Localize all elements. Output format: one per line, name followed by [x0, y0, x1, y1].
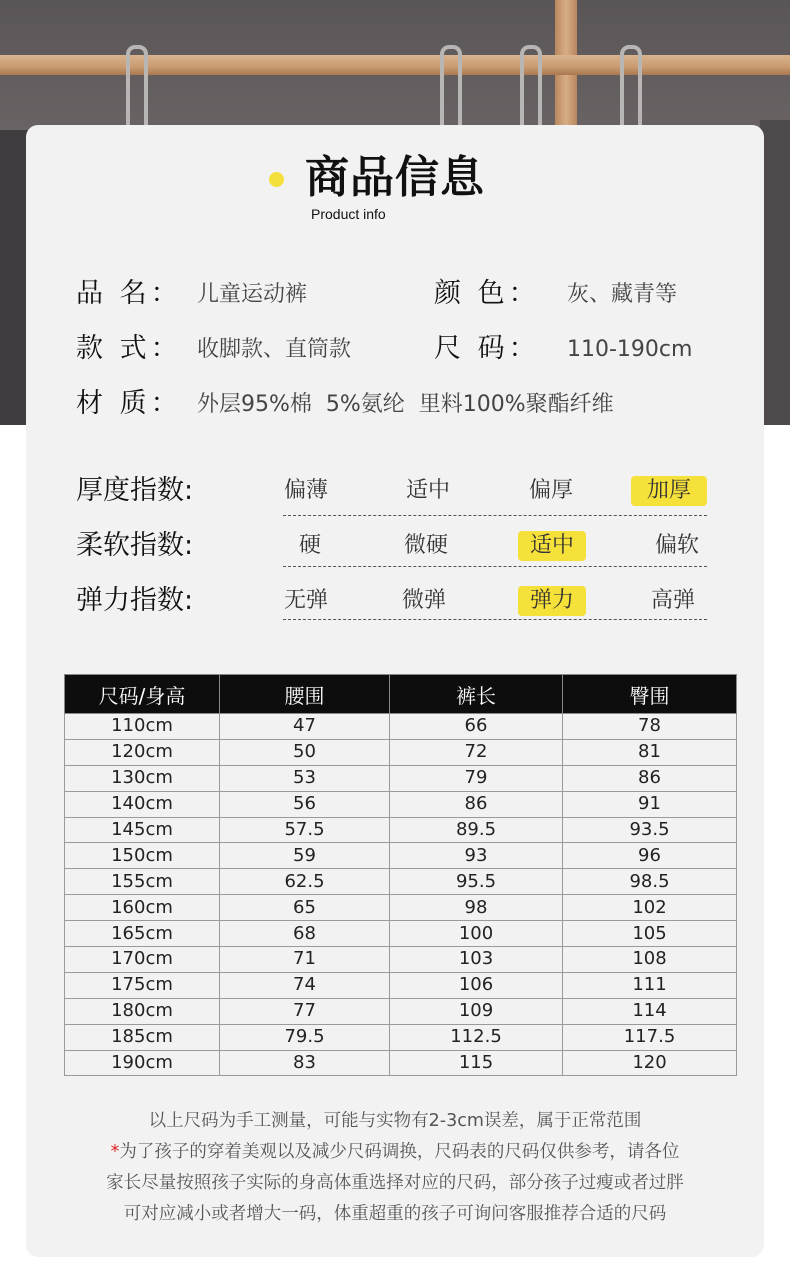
note-text: 为了孩子的穿着美观以及减少尺码调换，尺码表的尺码仅供参考，请各位: [119, 1142, 680, 1162]
table-row: [65, 921, 737, 947]
table-cell: 74: [220, 972, 390, 998]
table-row: [65, 972, 737, 998]
table-cell: 120cm: [65, 739, 220, 765]
page-subtitle: Product info: [311, 206, 386, 222]
table-cell: 98: [390, 895, 563, 921]
table-cell: 108: [563, 947, 737, 973]
table-cell: 86: [390, 791, 563, 817]
table-header-cell: 裤长: [390, 675, 563, 714]
table-cell: 100: [390, 921, 563, 947]
table-header-row: [65, 675, 737, 714]
index-option: 偏软: [654, 533, 699, 558]
table-cell: 114: [563, 998, 737, 1024]
table-cell: 130cm: [65, 765, 220, 791]
index-option: 无弹: [283, 588, 328, 613]
table-cell: 57.5: [220, 817, 390, 843]
table-cell: 112.5: [390, 1024, 563, 1050]
table-header-cell: 臀围: [563, 675, 737, 714]
info-value-material: 外层95%棉 5%氨纶 里料100%聚酯纤维: [197, 392, 614, 417]
table-cell: 62.5: [220, 869, 390, 895]
index-divider: [283, 566, 707, 567]
info-label-style: 款 式：: [76, 333, 182, 364]
table-cell: 79.5: [220, 1024, 390, 1050]
table-cell: 98.5: [563, 869, 737, 895]
clothes-rail: [0, 55, 790, 75]
hanger-hook: [520, 45, 542, 129]
hanger-hook: [620, 45, 642, 129]
index-divider: [283, 515, 707, 516]
table-cell: 71: [220, 947, 390, 973]
index-divider: [283, 619, 707, 620]
table-cell: 78: [563, 714, 737, 740]
table-row: [65, 895, 737, 921]
table-cell: 93.5: [563, 817, 737, 843]
index-option-selected: 加厚: [631, 476, 707, 506]
table-cell: 81: [563, 739, 737, 765]
table-row: [65, 1050, 737, 1076]
note-line: 可对应减小或者增大一码，体重超重的孩子可询问客服推荐合适的尺码: [123, 1204, 667, 1224]
hanger-hook: [440, 45, 462, 129]
table-cell: 190cm: [65, 1050, 220, 1076]
table-cell: 180cm: [65, 998, 220, 1024]
table-cell: 109: [390, 998, 563, 1024]
table-cell: 95.5: [390, 869, 563, 895]
table-cell: 165cm: [65, 921, 220, 947]
table-cell: 50: [220, 739, 390, 765]
asterisk-mark: *: [110, 1142, 120, 1162]
table-cell: 66: [390, 714, 563, 740]
index-option: 高弹: [650, 588, 695, 613]
table-cell: 86: [563, 765, 737, 791]
note-line: 家长尽量按照孩子实际的身高体重选择对应的尺码，部分孩子过瘦或者过胖: [106, 1173, 684, 1193]
table-cell: 47: [220, 714, 390, 740]
table-cell: 106: [390, 972, 563, 998]
table-row: [65, 947, 737, 973]
table-cell: 91: [563, 791, 737, 817]
table-cell: 160cm: [65, 895, 220, 921]
index-label-softness: 柔软指数:: [76, 530, 194, 561]
table-cell: 89.5: [390, 817, 563, 843]
table-cell: 68: [220, 921, 390, 947]
table-cell: 170cm: [65, 947, 220, 973]
table-cell: 83: [220, 1050, 390, 1076]
table-header-cell: 腰围: [220, 675, 390, 714]
table-row: [65, 765, 737, 791]
table-row: [65, 843, 737, 869]
hanging-garment: [760, 120, 790, 425]
table-cell: 56: [220, 791, 390, 817]
table-cell: 105: [563, 921, 737, 947]
table-cell: 185cm: [65, 1024, 220, 1050]
table-cell: 102: [563, 895, 737, 921]
title-dot-icon: [269, 172, 284, 187]
info-value-style: 收脚款、直筒款: [197, 337, 352, 362]
table-cell: 120: [563, 1050, 737, 1076]
index-option: 硬: [298, 533, 321, 558]
info-value-color: 灰、藏青等: [567, 282, 678, 307]
table-row: [65, 739, 737, 765]
index-option-selected: 适中: [518, 531, 586, 561]
info-value-size: 110-190cm: [567, 337, 693, 362]
hanging-garment: [0, 130, 28, 425]
table-row: [65, 791, 737, 817]
table-cell: 175cm: [65, 972, 220, 998]
table-cell: 140cm: [65, 791, 220, 817]
table-header-cell: 尺码/身高: [65, 675, 220, 714]
page-title: 商品信息: [305, 152, 485, 203]
table-row: [65, 817, 737, 843]
index-option: 适中: [405, 478, 450, 503]
table-cell: 117.5: [563, 1024, 737, 1050]
table-cell: 155cm: [65, 869, 220, 895]
index-option: 微硬: [403, 533, 448, 558]
table-cell: 115: [390, 1050, 563, 1076]
table-cell: 150cm: [65, 843, 220, 869]
table-row: [65, 1024, 737, 1050]
table-cell: 103: [390, 947, 563, 973]
index-label-thickness: 厚度指数:: [76, 475, 194, 506]
info-label-color: 颜 色：: [434, 278, 540, 309]
index-option: 偏薄: [283, 478, 328, 503]
note-line: [30, 1137, 760, 1167]
info-label-name: 品 名：: [76, 278, 182, 309]
table-cell: 145cm: [65, 817, 220, 843]
info-label-material: 材 质：: [76, 388, 182, 419]
table-cell: 93: [390, 843, 563, 869]
info-value-name: 儿童运动裤: [197, 282, 308, 307]
note-line: 以上尺码为手工测量，可能与实物有2-3cm误差，属于正常范围: [148, 1111, 642, 1131]
index-option: 微弹: [401, 588, 446, 613]
table-cell: 65: [220, 895, 390, 921]
table-row: [65, 869, 737, 895]
table-cell: 72: [390, 739, 563, 765]
info-label-size: 尺 码：: [434, 333, 540, 364]
table-cell: 111: [563, 972, 737, 998]
table-row: [65, 714, 737, 740]
index-option-selected: 弹力: [518, 586, 586, 616]
table-cell: 53: [220, 765, 390, 791]
index-label-elasticity: 弹力指数:: [76, 585, 194, 616]
table-cell: 77: [220, 998, 390, 1024]
size-table: [64, 674, 737, 1076]
table-cell: 110cm: [65, 714, 220, 740]
hanger-hook: [126, 45, 148, 129]
table-cell: 96: [563, 843, 737, 869]
table-cell: 59: [220, 843, 390, 869]
index-option: 偏厚: [528, 478, 573, 503]
table-cell: 79: [390, 765, 563, 791]
table-row: [65, 998, 737, 1024]
